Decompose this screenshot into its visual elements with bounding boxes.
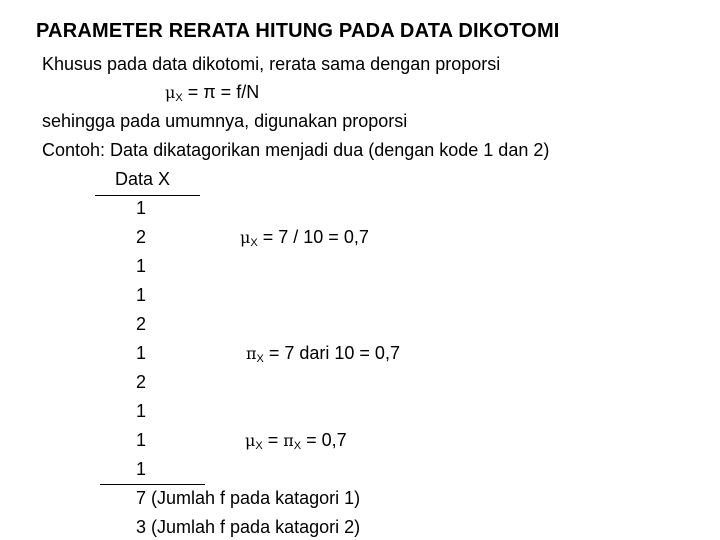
pi-subscript: X (293, 440, 302, 452)
pi-subscript: X (256, 353, 264, 365)
mu-subscript: X (175, 92, 183, 104)
equality-result-text: = 0,7 (301, 430, 347, 450)
header-rule (95, 195, 200, 196)
proportion-result (246, 343, 400, 364)
pi-symbol: π (283, 431, 294, 450)
data-value: 1 (136, 401, 147, 421)
data-value: 1 (136, 256, 147, 276)
data-value: 1 (136, 285, 147, 305)
mu-symbol: μ (165, 83, 176, 102)
formula-rest: = π = f/N (182, 82, 260, 102)
mean-result (240, 227, 369, 248)
example-text: Contoh: Data dikatagorikan menjadi dua (dengan kode 1 dan 2) (42, 140, 550, 160)
mu-symbol: μ (240, 228, 251, 247)
mu-subscript: X (255, 440, 263, 452)
pi-symbol: π (246, 344, 257, 363)
data-value: 2 (136, 314, 147, 334)
data-value: 1 (136, 459, 147, 479)
intro-text: Khusus pada data dikotomi, rerata sama dengan proporsi (42, 54, 501, 74)
data-value: 1 (136, 198, 147, 218)
footer-rule (100, 484, 205, 485)
mu-symbol: μ (245, 431, 256, 450)
slide-title: PARAMETER RERATA HITUNG PADA DATA DIKOTOMI (36, 20, 560, 42)
general-text: sehingga pada umumnya, digunakan proporsi (42, 111, 408, 131)
proportion-result-text: = 7 dari 10 = 0,7 (263, 343, 400, 363)
mu-subscript: X (250, 237, 258, 249)
mean-result-text: = 7 / 10 = 0,7 (257, 227, 369, 247)
equals-sign: = (262, 430, 284, 450)
summary-category-2: 3 (Jumlah f pada katagori 2) (136, 517, 361, 537)
summary-category-1: 7 (Jumlah f pada katagori 1) (136, 488, 361, 508)
data-value: 2 (136, 372, 147, 392)
data-value: 1 (136, 430, 147, 450)
data-value: 2 (136, 227, 147, 247)
equality-result (245, 430, 347, 451)
formula-line (165, 82, 259, 103)
data-value: 1 (136, 343, 147, 363)
data-header: Data X (115, 169, 171, 189)
